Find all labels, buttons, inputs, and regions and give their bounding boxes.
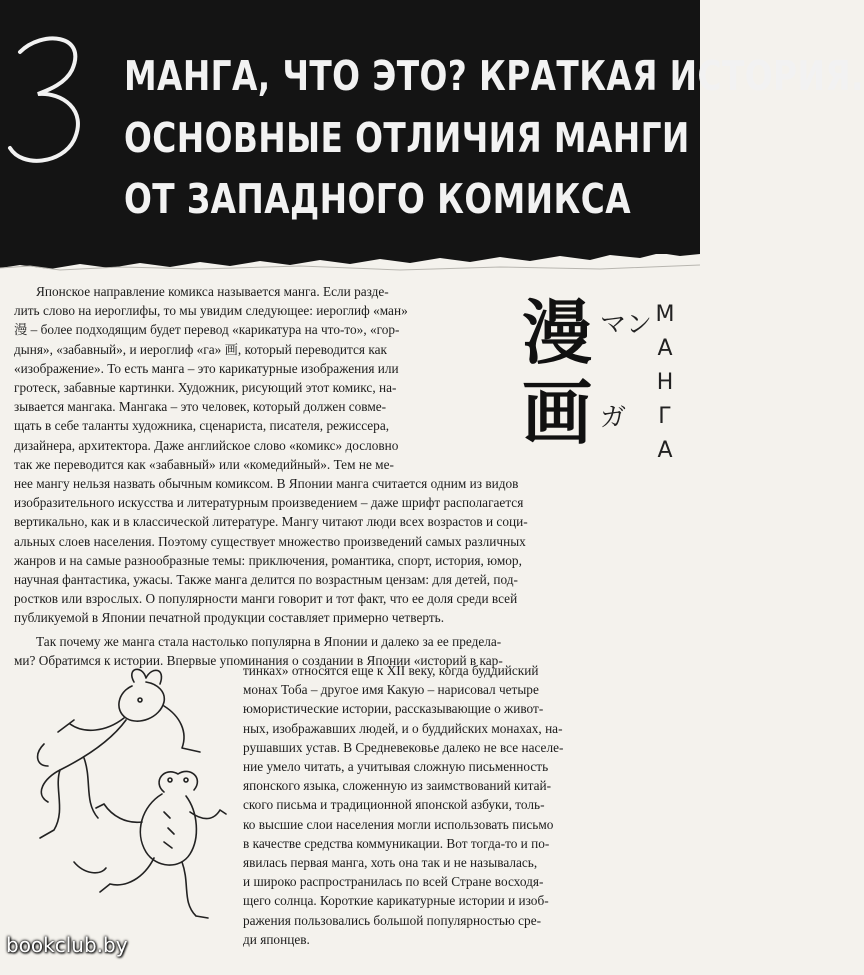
manga-vertical-label: [650, 298, 680, 468]
text-line: публикуемой в Японии печатной продукции составляет примерно четверть.: [14, 610, 445, 626]
torn-edge-divider: [0, 246, 700, 272]
paragraph-1: [14, 282, 528, 628]
chapter-title-line-1: МАНГА, ЧТО ЭТО? КРАТКАЯ ИСТОРИЯ.: [124, 52, 864, 100]
history-column: [243, 661, 683, 949]
text-line: ди японцев.: [243, 931, 310, 947]
kana-man: マン: [600, 310, 653, 340]
text-line: монах Тоба – другое имя Какую – нарисовал четыре: [243, 682, 539, 698]
kana-ga: ガ: [600, 403, 627, 433]
choju-giga-frog-hare-illustration: [14, 662, 232, 930]
kanji-ga: 画: [522, 371, 592, 454]
text-line: дыня», «забавный», и иероглиф «га» 画, который переводится как: [14, 341, 387, 357]
text-line: лить слово на иероглифы, то мы увидим следующее: иероглиф «ман»: [14, 303, 408, 319]
vertical-letter: Н: [656, 370, 674, 395]
text-line: и широко распространилась по всей Стране восходя-: [243, 874, 544, 890]
vertical-letter: М: [655, 302, 675, 327]
text-line: так же переводится как «забавный» или «комедийный». Тем не ме-: [14, 456, 394, 472]
text-line: гротеск, забавные картинки. Художник, рисующий этот комикс, на-: [14, 380, 397, 396]
text-line: изобразительного искусства и литературным произведением – даже шрифт располагается: [14, 495, 524, 511]
text-line: Так почему же манга стала настолько популярна в Японии и далеко за ее предела-: [36, 633, 502, 649]
text-line: японского языка, сложенную из заимствований китай-: [243, 778, 552, 794]
text-line: 漫 – более подходящим будет перевод «карикатура на что-то», «гор-: [14, 322, 400, 338]
manga-kanji-block: [522, 291, 694, 463]
text-line: жанров и на самые разнообразные темы: приключения, романтика, спорт, история, юмор,: [14, 552, 522, 568]
text-line: Японское направление комикса называется манга. Если разде-: [36, 284, 389, 299]
text-line: нее мангу нельзя назвать обычным комиксом. В Японии манга считается одним из видов: [14, 476, 519, 492]
text-line: зывается мангака. Мангака – это человек, который должен совме-: [14, 399, 387, 415]
text-line: ние умело читать, а учитывая сложную письменность: [243, 759, 549, 775]
text-line: научная фантастика, ужасы. Также манга делится по возрастным цензам: для детей, под-: [14, 572, 518, 588]
text-line: щего солнца. Короткие карикатурные истории и изоб-: [243, 893, 549, 909]
chapter-title-line-3: ОТ ЗАПАДНОГО КОМИКСА: [124, 175, 631, 223]
text-line: щать в себе таланты художника, сценариста, писателя, режиссера,: [14, 418, 390, 434]
text-line: ных, изображавших людей, и о буддийских монахах, на-: [243, 720, 563, 736]
chapter-title-line-2: ОСНОВНЫЕ ОТЛИЧИЯ МАНГИ: [124, 114, 690, 162]
site-watermark: bookclub.by: [6, 933, 128, 957]
text-line: ко высшие слои населения могли использовать письмо: [243, 816, 554, 832]
text-line: «изображение». То есть манга – это карикатурные изображения или: [14, 360, 399, 376]
text-line: вертикально, как и в классической литературе. Мангу читают люди всех возрастов и соци-: [14, 514, 528, 530]
text-line: дизайнера, архитектора. Даже английское слово «комикс» дословно: [14, 437, 399, 453]
chapter-header: [0, 0, 864, 254]
body-text: [14, 282, 528, 670]
text-line: ражения пользовались большой популярностью сре-: [243, 912, 542, 928]
text-line: ского письма и традиционной японской азбуки, толь-: [243, 797, 545, 813]
text-line: ми? Обратимся к истории. Впервые упоминания о создании в Японии «историй в кар-: [14, 652, 503, 668]
vertical-letter: А: [657, 336, 673, 361]
text-line: рушавших устав. В Средневековье далеко не все населе-: [243, 739, 564, 755]
text-line: явилась первая манга, хоть она так и не называлась,: [243, 855, 538, 871]
text-line: ростков или взрослых. О популярности манги говорит и тот факт, что ее доля среди всей: [14, 591, 518, 607]
text-line: в качестве средства коммуникации. Вот тогда-то и по-: [243, 835, 550, 851]
text-line: тинках» относятся еще к XII веку, когда буддийский: [243, 663, 539, 678]
chapter-number-three-glyph: [2, 22, 102, 172]
text-line: альных слоев населения. Поэтому существует множество произведений самых различных: [14, 533, 526, 549]
text-line: юмористические истории, рассказывающие о живот-: [243, 701, 544, 717]
vertical-letter: А: [657, 438, 673, 463]
kanji-man: 漫: [522, 291, 592, 374]
vertical-letter: Г: [658, 404, 672, 429]
